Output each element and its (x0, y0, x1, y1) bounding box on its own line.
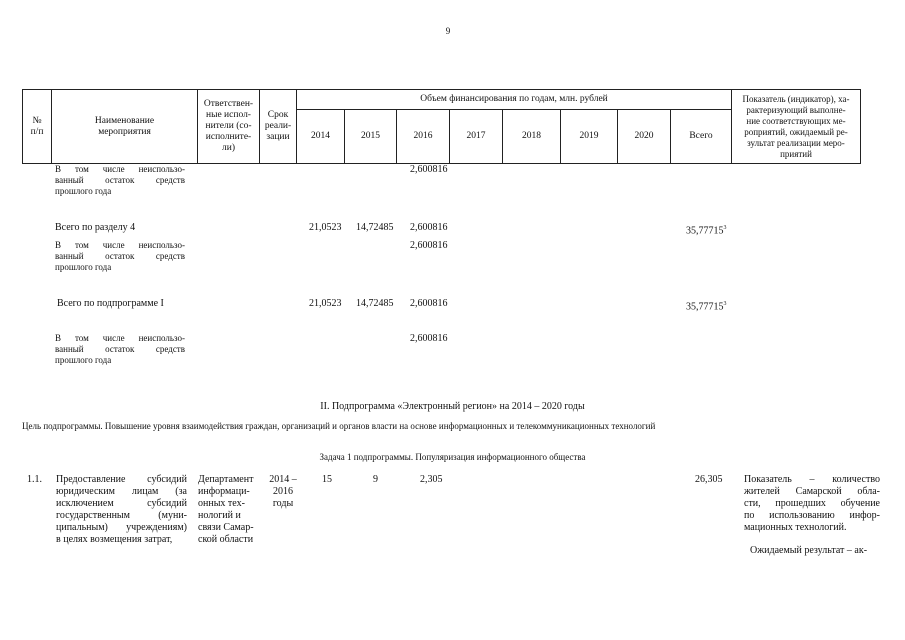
page-number: 9 (445, 26, 451, 36)
section-total-2015: 14,72485 (356, 222, 394, 233)
header-year-2017: 2017 (450, 110, 503, 164)
header-executors: Ответствен- ные испол- нители (со- исполните- ли) (198, 90, 260, 164)
unused-balance-2016: 2,600816 (410, 240, 448, 251)
item-term: 2014 – 2016 годы (269, 474, 297, 509)
subprogram-total-label: Всего по подпрограмме I (57, 298, 164, 309)
section-total-2016: 2,600816 (410, 222, 448, 233)
header-year-2018: 2018 (503, 110, 561, 164)
header-total: Всего (671, 110, 732, 164)
subprogram-total-all: 35,77715$^3$ (686, 301, 727, 313)
subprogram-total-2016: 2,600816 (410, 298, 448, 309)
item-2015: 9 (373, 474, 378, 485)
unused-balance-2016: 2,600816 (410, 333, 448, 344)
item-total: 26,305 (695, 474, 723, 485)
section-total-2014: 21,0523 (309, 222, 342, 233)
header-indicator: Показатель (индикатор), ха- рактеризующий выполне- ние соответствующих ме- роприятий, ожидаемый ре- зультат реализации меро- приятий (732, 90, 861, 164)
header-num: № п/п (23, 90, 52, 164)
item-2014: 15 (322, 474, 332, 485)
item-executor: Департамент информаци- онных тех- нологий и связи Самар- ской области (198, 474, 254, 545)
header-name: Наименование мероприятия (52, 90, 198, 164)
header-year-2014: 2014 (297, 110, 345, 164)
subprogram-total-2015: 14,72485 (356, 298, 394, 309)
header-year-2015: 2015 (345, 110, 397, 164)
item-expected-result: Ожидаемый результат – ак- (750, 545, 868, 556)
subprogram-title: II. Подпрограмма «Электронный регион» на 2014 – 2020 годы (320, 401, 585, 412)
unused-balance-label: В том числе неиспользо- ванный остаток средств прошлого года (55, 333, 185, 365)
unused-balance-label: В том числе неиспользо- ванный остаток средств прошлого года (55, 240, 185, 272)
task-title: Задача 1 подпрограммы. Популяризация информационного общества (319, 452, 586, 462)
unused-balance-label: В том числе неиспользо- ванный остаток средств прошлого года (55, 164, 185, 196)
item-name: Предоставление субсидий юридическим лицам (за исключением субсидий государственным (муни- ципальным) учреждениям) в целях возмещения затрат, (56, 474, 187, 545)
header-funding: Объем финансирования по годам, млн. рублей (297, 90, 732, 110)
header-year-2020: 2020 (618, 110, 671, 164)
item-indicator: Показатель – количество жителей Самарской обла- сти, прошедших обучение по использованию инфор- мационных технологий. (744, 474, 880, 533)
header-year-2019: 2019 (561, 110, 618, 164)
section-total-label: Всего по разделу 4 (55, 222, 136, 233)
header-year-2016: 2016 (397, 110, 450, 164)
funding-table-header (22, 89, 861, 164)
subprogram-goal: Цель подпрограммы. Повышение уровня взаимодействия граждан, организаций и органов власти на основе информационных и телекоммуникационных технологий (22, 421, 656, 431)
item-number: 1.1. (27, 474, 42, 485)
item-2016: 2,305 (420, 474, 443, 485)
section-total-all: 35,77715$^3$ (686, 225, 727, 237)
unused-balance-2016: 2,600816 (410, 164, 448, 175)
subprogram-total-2014: 21,0523 (309, 298, 342, 309)
header-term: Срок реали- зации (260, 90, 297, 164)
